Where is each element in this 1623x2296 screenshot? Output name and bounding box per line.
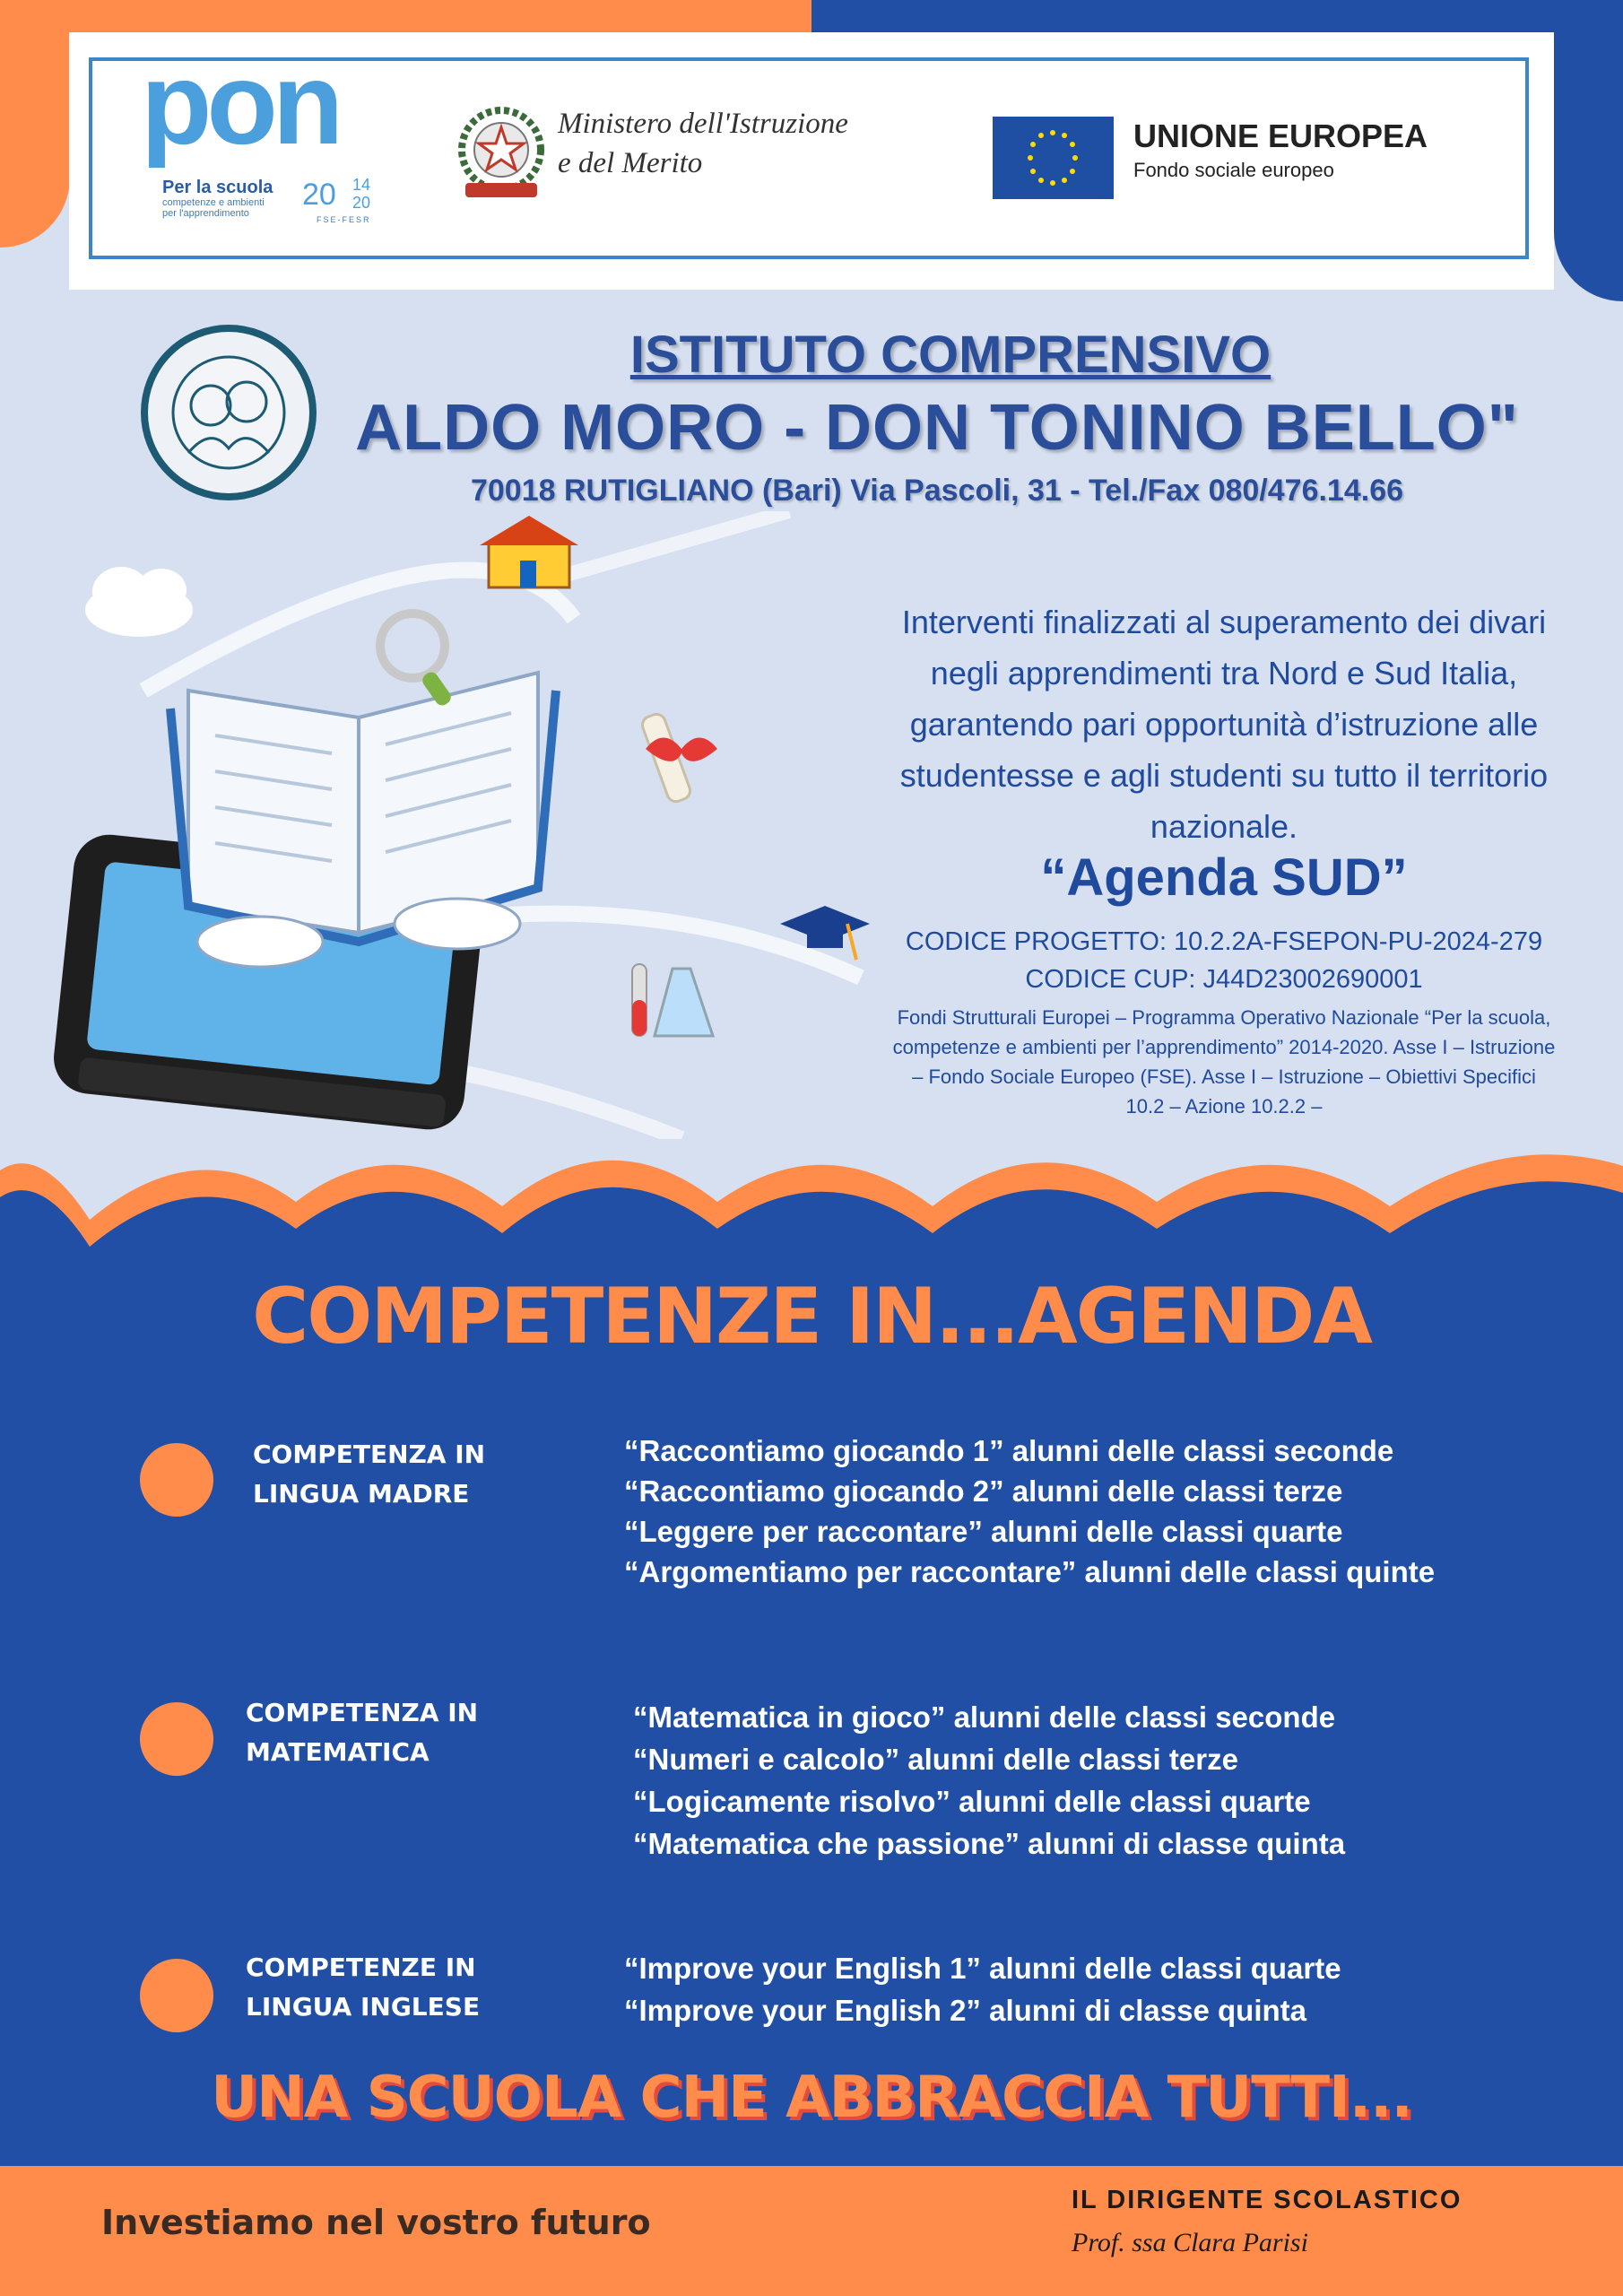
- competenza-inglese-label: COMPETENZE IN LINGUA INGLESE: [246, 1952, 481, 2022]
- pon-logo: [141, 38, 401, 224]
- logo-header: [69, 32, 1554, 290]
- project-intro: Interventi finalizzati al superamento dei divari negli apprendimenti tra Nord e Sud Italia, garantendo pari opportunità d’istruzione alle studentesse e agli studenti su tutto il territorio nazionale.: [899, 604, 1549, 845]
- codice-cup: CODICE CUP: J44D23002690001: [1025, 965, 1423, 994]
- list-item: “Matematica in gioco” alunni delle classi seconde: [633, 1700, 1336, 1734]
- school-type: ISTITUTO COMPRENSIVO: [629, 326, 1271, 384]
- bullet-dot: [140, 1702, 213, 1776]
- competenza-lingua-madre-list: [624, 1431, 1435, 1592]
- school-name: ALDO MORO - DON TONINO BELLO": [355, 392, 1519, 464]
- bullet-dot: [140, 1959, 213, 2032]
- eu-flag-icon: [993, 117, 1114, 199]
- fondi-strutturali-note: Fondi Strutturali Europei – Programma Operativo Nazionale “Per la scuola, competenze e ambienti per l’apprendimento” 2014-2020. Asse I – Istruzione – Fondo Sociale Europeo (FSE). Asse I – Istruzione – Obiettivi Specifici 10.2 – Azione 10.2.2 –: [892, 1006, 1556, 1118]
- book-tablet-illustration: [36, 511, 888, 1139]
- slogan: UNA SCUOLA CHE ABBRACCIA TUTTI...: [211, 2065, 1412, 2131]
- codice-progetto: CODICE PROGETTO: 10.2.2A-FSEPON-PU-2024-279: [905, 927, 1543, 956]
- eu-subtitle: Fondo sociale europeo: [1133, 159, 1334, 181]
- italian-emblem-icon: [455, 100, 548, 212]
- dirigente-role: IL DIRIGENTE SCOLASTICO: [1072, 2186, 1462, 2214]
- orange-side-decoration: [0, 32, 70, 248]
- diploma-icon: [640, 712, 717, 804]
- school-seal: [141, 325, 317, 500]
- pon-logo-big: pon: [141, 38, 339, 169]
- list-item: “Argomentiamo per raccontare” alunni delle classi quinte: [624, 1555, 1436, 1588]
- competenza-matematica-label: COMPETENZA IN MATEMATICA: [246, 1698, 479, 1767]
- list-item: “Leggere per raccontare” alunni delle classi quarte: [624, 1515, 1343, 1548]
- list-item: “Matematica che passione” alunni di classe quinta: [633, 1827, 1346, 1860]
- list-item: “Improve your English 2” alunni di classe quinta: [624, 1994, 1306, 2027]
- open-book-icon: [170, 673, 556, 967]
- pon-logo-line3: per l'apprendimento: [162, 208, 249, 219]
- pon-logo-line1: Per la scuola: [162, 178, 273, 197]
- list-item: “Improve your English 1” alunni delle classi quarte: [624, 1952, 1341, 1985]
- pon-logo-years-a: 20: [302, 178, 336, 212]
- test-tubes-icon: [632, 964, 713, 1036]
- competenza-inglese-list: [624, 1947, 1341, 2031]
- ministero-name: Ministero dell'Istruzione e del Merito: [558, 108, 848, 179]
- school-building-icon: [480, 516, 578, 587]
- pon-logo-years-c: 20: [352, 194, 371, 212]
- blue-corner-decoration: [812, 0, 1623, 32]
- blue-side-decoration: [1554, 32, 1623, 301]
- school-address: 70018 RUTIGLIANO (Bari) Via Pascoli, 31 - Tel./Fax 080/476.14.66: [470, 474, 1404, 508]
- cloud-icon: [85, 567, 193, 637]
- competenze-title: COMPETENZE IN...AGENDA: [252, 1272, 1371, 1361]
- competenza-lingua-madre-label: COMPETENZA IN LINGUA MADRE: [253, 1439, 486, 1509]
- footer-tagline: Investiamo nel vostro futuro: [101, 2203, 651, 2242]
- list-item: “Raccontiamo giocando 2” alunni delle classi terze: [624, 1474, 1343, 1508]
- dirigente-signature: Prof. ssa Clara Parisi: [1072, 2228, 1308, 2257]
- orange-corner-decoration: [0, 0, 812, 32]
- competenza-matematica-list: [633, 1696, 1345, 1865]
- list-item: “Raccontiamo giocando 1” alunni delle classi seconde: [624, 1434, 1394, 1467]
- pon-logo-line2: competenze e ambienti: [162, 197, 265, 208]
- list-item: “Numeri e calcolo” alunni delle classi terze: [633, 1743, 1238, 1776]
- agenda-sud-title: “Agenda SUD”: [1040, 848, 1408, 907]
- pon-logo-years-b: 14: [352, 176, 371, 194]
- eu-title: UNIONE EUROPEA: [1133, 117, 1428, 154]
- bullet-dot: [140, 1443, 213, 1517]
- list-item: “Logicamente risolvo” alunni delle classi quarte: [633, 1785, 1311, 1818]
- magnifier-icon: [380, 613, 454, 709]
- pon-logo-fund: FSE-FESR: [317, 215, 371, 224]
